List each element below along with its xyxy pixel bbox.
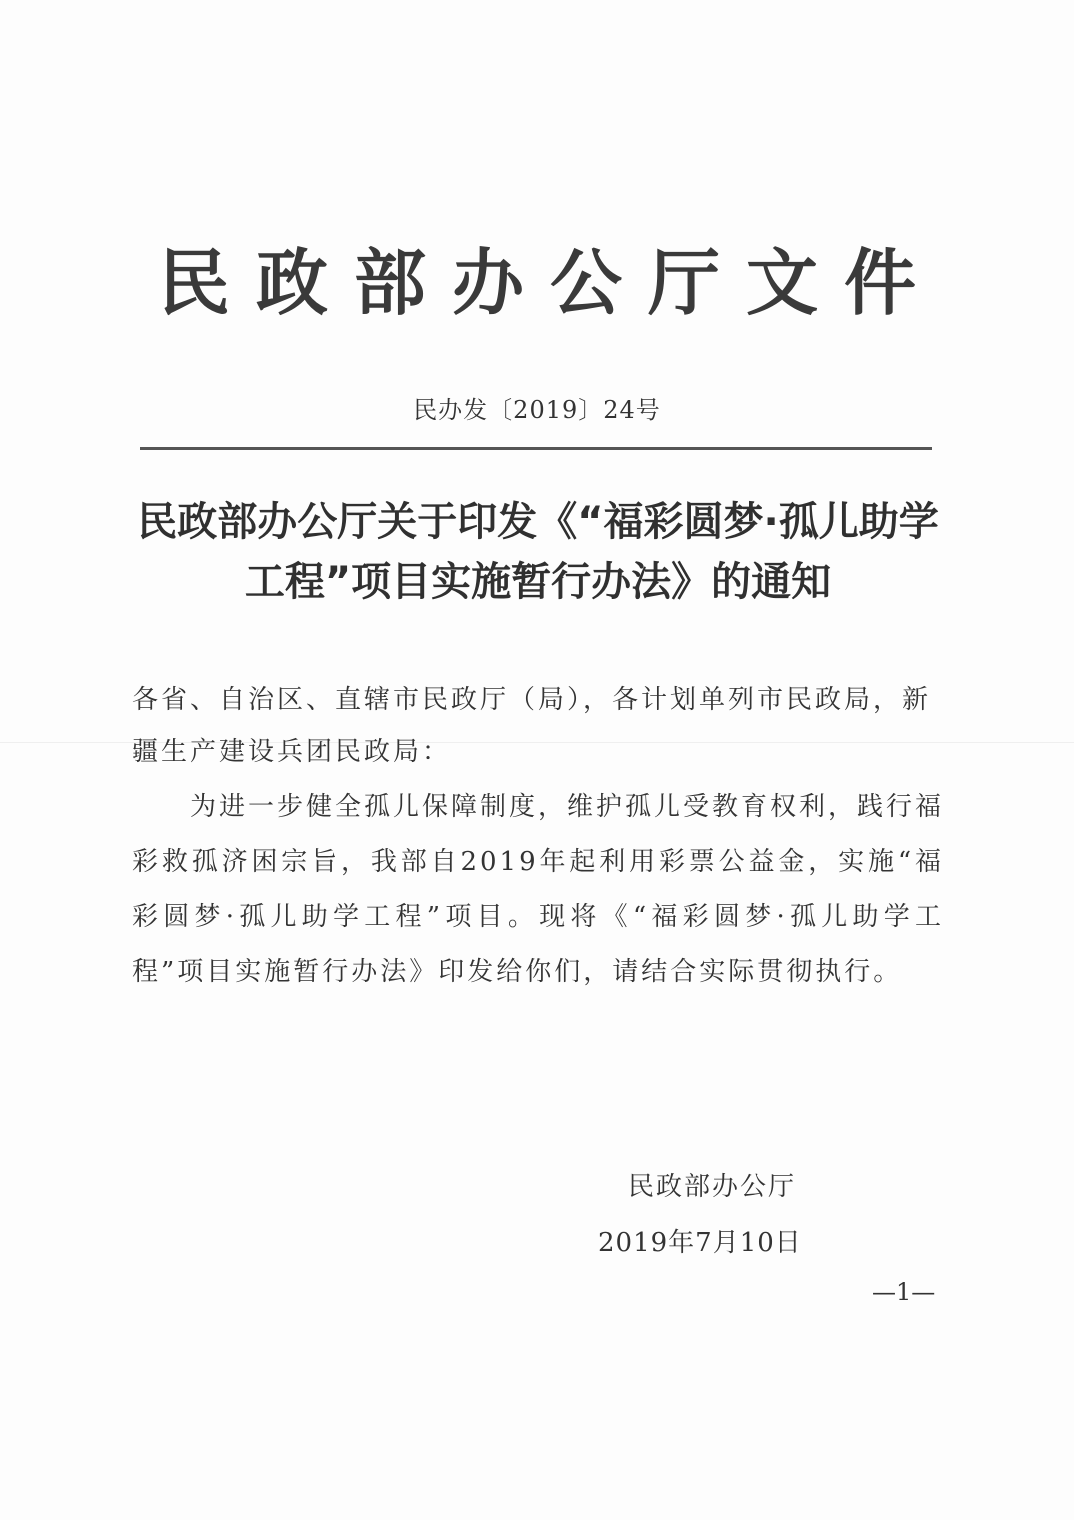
notice-title bbox=[128, 492, 948, 612]
body-paragraph: 为进一步健全孤儿保障制度，维护孤儿受教育权利，践行福彩救孤济困宗旨，我部自2019年起利用彩票公益金，实施“福彩圆梦·孤儿助学工程”项目。现将《“福彩圆梦·孤儿助学工程”项目实施暂行办法》印发给你们，请结合实际贯彻执行。 bbox=[132, 792, 945, 987]
signature-date: 2019年7月10日 bbox=[598, 1228, 802, 1258]
notice-title-line-2: 工程”项目实施暂行办法》的通知 bbox=[244, 559, 832, 605]
header-divider-rule bbox=[140, 447, 932, 450]
addressee-paragraph: 各省、自治区、直辖市民政厅（局），各计划单列市民政局，新疆生产建设兵团民政局： bbox=[132, 685, 932, 767]
document-number: 民办发〔2019〕24号 bbox=[413, 396, 661, 424]
signature-organization: 民政部办公厅 bbox=[628, 1172, 797, 1202]
page-number: —1— bbox=[872, 1278, 936, 1306]
masthead-title: 民政部办公厅文件 bbox=[157, 240, 942, 325]
notice-title-line-1: 民政部办公厅关于印发《“福彩圆梦·孤儿助学 bbox=[137, 499, 939, 545]
